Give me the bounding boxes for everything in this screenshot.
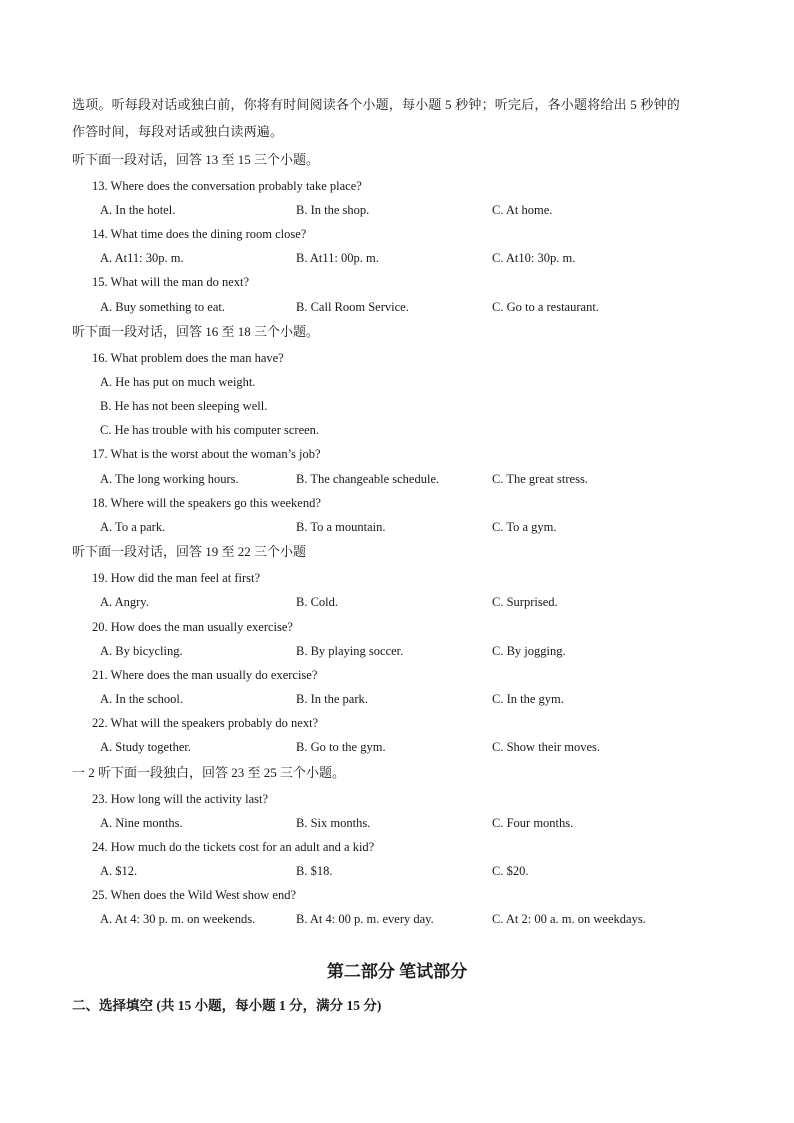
listening-instruction: 听下面一段对话，回答 16 至 18 三个小题。 [72,324,320,339]
option-17-a: A. The long working hours. [100,472,239,486]
option-19-b: B. Cold. [296,595,339,609]
question-19: 19. How did the man feel at first? [92,571,261,585]
option-20-b: B. By playing soccer. [296,644,404,658]
option-18-a: A. To a park. [100,520,166,534]
option-22-c: C. Show their moves. [492,740,600,754]
option-16-c: C. He has trouble with his computer screen. [100,423,320,437]
question-23: 23. How long will the activity last? [92,792,269,806]
question-22: 22. What will the speakers probably do next? [92,716,319,730]
option-24-a: A. $12. [100,864,138,878]
option-20-a: A. By bicycling. [100,644,183,658]
intro-line-1: 选项。听每段对话或独白前，你将有时间阅读各个小题，每小题 5 秒钟；听完后，各小题将给出 5 秒钟的 [72,97,681,112]
option-18-c: C. To a gym. [492,520,557,534]
section-title: 第二部分 笔试部分 [326,962,468,981]
option-16-a: A. He has put on much weight. [100,375,256,389]
option-25-b: B. At 4: 00 p. m. every day. [296,912,434,926]
option-22-b: B. Go to the gym. [296,740,386,754]
option-19-a: A. Angry. [100,595,149,609]
option-15-c: C. Go to a restaurant. [492,300,599,314]
option-21-c: C. In the gym. [492,692,564,706]
listening-instruction: 一 2 听下面一段独白，回答 23 至 25 三个小题。 [72,765,346,780]
option-23-b: B. Six months. [296,816,371,830]
option-13-a: A. In the hotel. [100,203,176,217]
option-17-b: B. The changeable schedule. [296,472,440,486]
option-25-a: A. At 4: 30 p. m. on weekends. [100,912,256,926]
option-20-c: C. By jogging. [492,644,566,658]
listening-instruction: 听下面一段对话，回答 13 至 15 三个小题。 [72,152,320,167]
question-16: 16. What problem does the man have? [92,351,284,365]
question-15: 15. What will the man do next? [92,275,250,289]
question-24: 24. How much do the tickets cost for an adult and a kid? [92,840,375,854]
question-25: 25. When does the Wild West show end? [92,888,297,902]
question-17: 17. What is the worst about the woman’s job? [92,447,321,461]
question-13: 13. Where does the conversation probably take place? [92,179,362,193]
question-21: 21. Where does the man usually do exercise? [92,668,318,682]
option-14-b: B. At11: 00p. m. [296,251,379,265]
option-16-b: B. He has not been sleeping well. [100,399,268,413]
option-23-a: A. Nine months. [100,816,183,830]
option-23-c: C. Four months. [492,816,574,830]
option-14-a: A. At11: 30p. m. [100,251,184,265]
question-18: 18. Where will the speakers go this weekend? [92,496,321,510]
subsection-heading: 二、选择填空 (共 15 小题，每小题 1 分，满分 15 分) [72,998,382,1013]
option-21-a: A. In the school. [100,692,183,706]
option-13-b: B. In the shop. [296,203,370,217]
listening-instruction: 听下面一段对话，回答 19 至 22 三个小题 [72,544,307,559]
option-17-c: C. The great stress. [492,472,588,486]
option-24-b: B. $18. [296,864,333,878]
option-15-a: A. Buy something to eat. [100,300,225,314]
option-22-a: A. Study together. [100,740,191,754]
option-15-b: B. Call Room Service. [296,300,409,314]
option-19-c: C. Surprised. [492,595,558,609]
option-25-c: C. At 2: 00 a. m. on weekdays. [492,912,646,926]
intro-line-2: 作答时间，每段对话或独白读两遍。 [72,124,284,139]
option-24-c: C. $20. [492,864,529,878]
option-21-b: B. In the park. [296,692,368,706]
option-13-c: C. At home. [492,203,553,217]
question-14: 14. What time does the dining room close? [92,227,307,241]
option-14-c: C. At10: 30p. m. [492,251,576,265]
option-18-b: B. To a mountain. [296,520,386,534]
question-20: 20. How does the man usually exercise? [92,620,293,634]
